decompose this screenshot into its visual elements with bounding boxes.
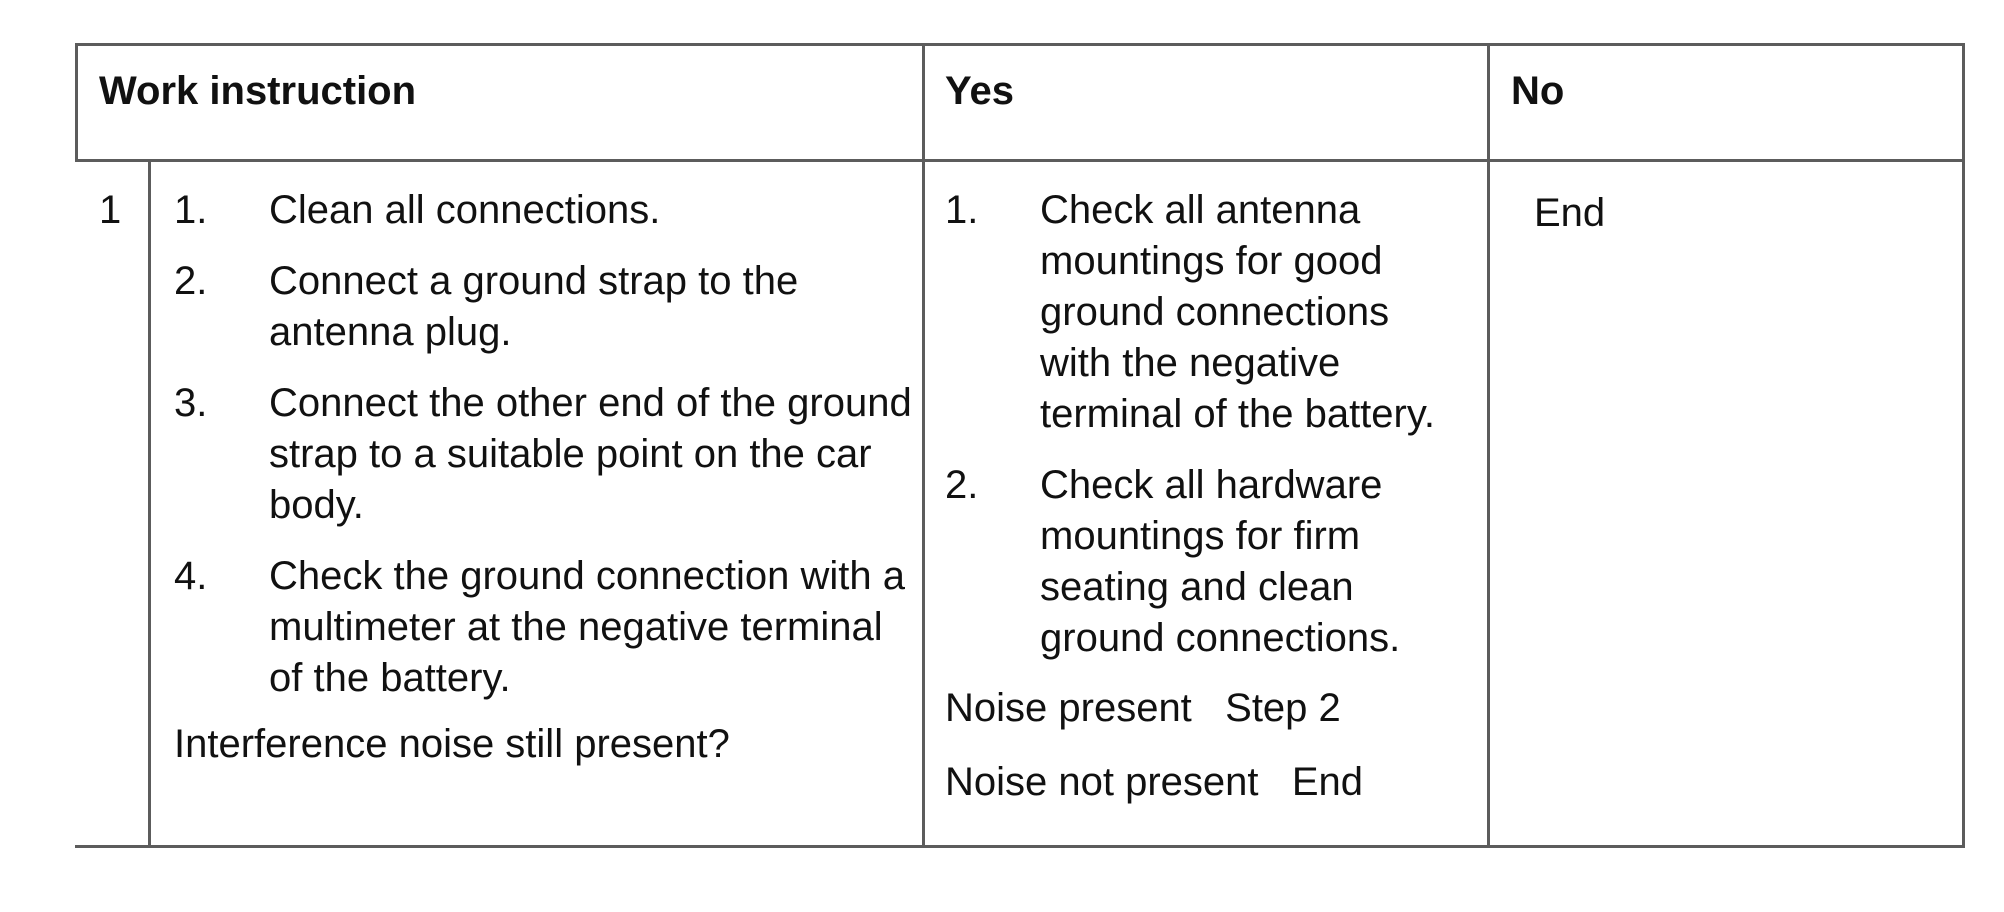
list-item: [174, 551, 914, 704]
list-item-number: 2.: [174, 259, 208, 303]
yes-action-list: [945, 185, 1465, 684]
no-column-divider: [1487, 43, 1490, 848]
header-work-instruction: Work instruction: [99, 69, 417, 113]
list-item-text: Connect the other end of the ground strap to a suitable point on the car body.: [269, 381, 912, 527]
list-item: [174, 256, 914, 358]
outcome-noise-present: [945, 683, 1341, 734]
work-instruction-table: [75, 43, 1965, 848]
question-text: Interference noise still present?: [174, 722, 730, 766]
header-bottom-border: [75, 159, 1965, 162]
list-item: [945, 185, 1465, 440]
list-item-text: Clean all connections.: [269, 188, 661, 232]
outcome-condition: Noise not present: [945, 760, 1259, 804]
list-item-number: 1.: [945, 188, 979, 232]
header-no: No: [1511, 69, 1565, 113]
table-right-border: [1962, 43, 1965, 848]
outcome-result: Step 2: [1225, 686, 1341, 730]
list-item-text: Check the ground connection with a multimeter at the negative terminal of the battery.: [269, 554, 905, 700]
yes-column-divider: [922, 43, 925, 848]
list-item: [174, 378, 914, 531]
table-top-border: [75, 43, 1965, 46]
instruction-list: [174, 185, 914, 724]
table-bottom-border: [75, 845, 1965, 848]
list-item: [945, 460, 1465, 664]
outcome-result: End: [1291, 760, 1364, 804]
table-left-border: [75, 43, 78, 159]
list-item: [174, 185, 914, 236]
list-item-text: Check all antenna mountings for good ground connections with the negative terminal of the battery.: [1040, 188, 1435, 436]
list-item-number: 2.: [945, 463, 979, 507]
list-item-text: Check all hardware mountings for firm seating and clean ground connections.: [1040, 463, 1401, 660]
list-item-text: Connect a ground strap to the antenna plug.: [269, 259, 799, 354]
header-yes: Yes: [945, 69, 1014, 113]
list-item-number: 4.: [174, 554, 208, 598]
outcome-condition: Noise present: [945, 686, 1192, 730]
list-item-number: 1.: [174, 188, 208, 232]
outcome-noise-not-present: [945, 757, 1363, 808]
list-item-number: 3.: [174, 381, 208, 425]
no-result: End: [1534, 191, 1606, 235]
step-number-divider: [148, 159, 151, 848]
step-number: 1: [99, 188, 122, 232]
